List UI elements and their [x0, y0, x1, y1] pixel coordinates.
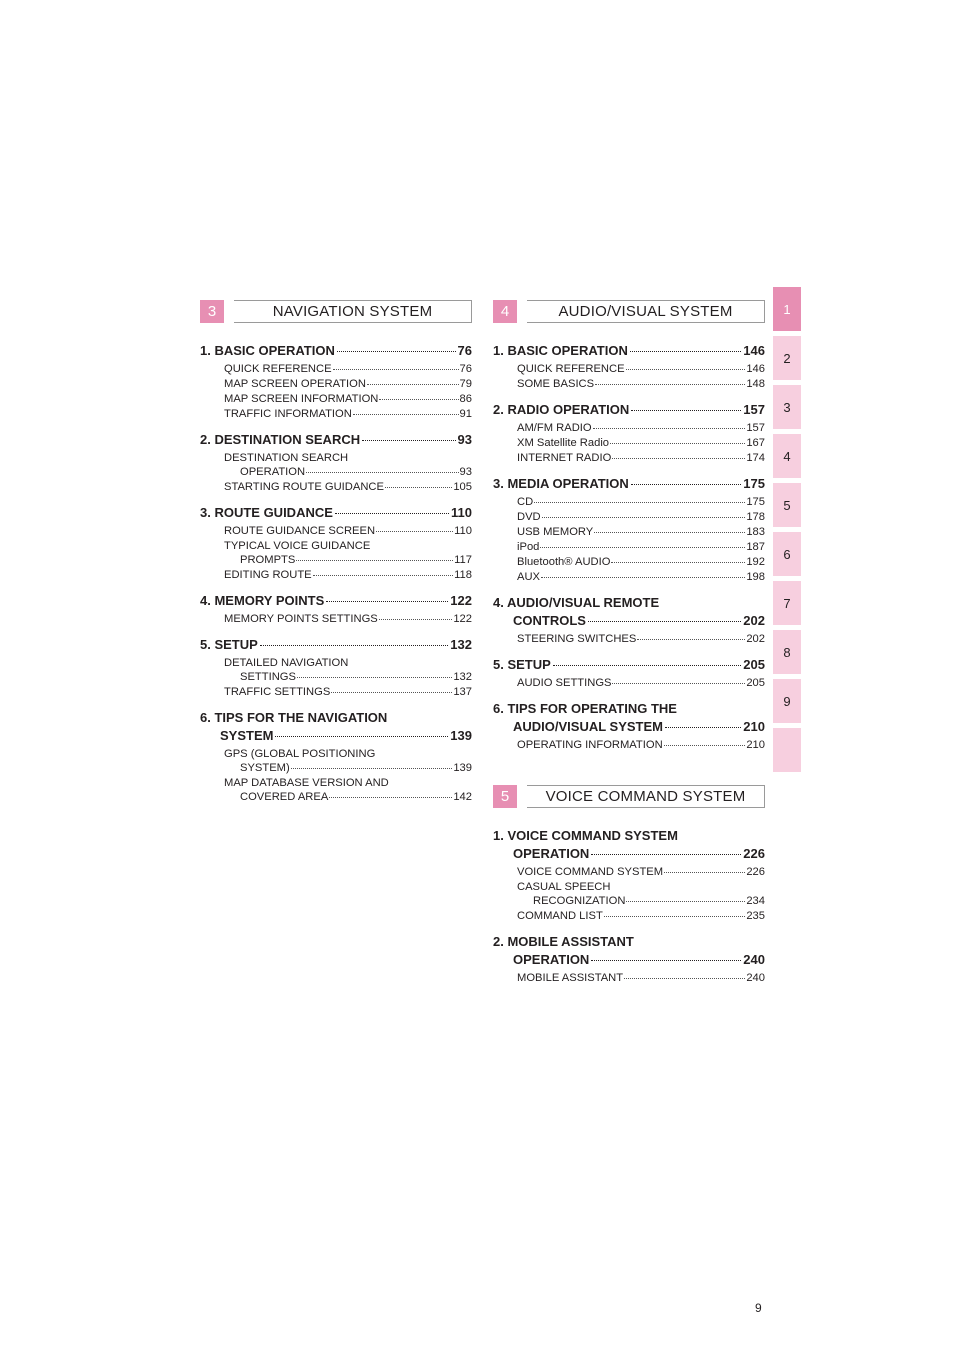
section-title: AUDIO/VISUAL SYSTEM — [527, 300, 765, 323]
dot-leader — [626, 901, 745, 902]
subsection-title-cont: SETTINGS — [240, 671, 296, 683]
subsection-title-cont: SYSTEM) — [240, 762, 290, 774]
subsection-title: CD — [517, 496, 534, 508]
page-ref: 110 — [451, 505, 472, 520]
subsection-title: QUICK REFERENCE — [517, 363, 625, 375]
dot-leader — [631, 484, 742, 485]
dot-leader — [591, 960, 741, 961]
page-ref: 137 — [453, 686, 472, 698]
dot-leader — [291, 768, 453, 769]
dot-leader — [260, 645, 449, 646]
section-number-badge: 3 — [200, 300, 224, 323]
dot-leader — [595, 384, 745, 385]
chapter-entry[interactable] — [200, 728, 472, 743]
page-number: 9 — [755, 1301, 762, 1315]
chapter-title: 1. BASIC OPERATION — [200, 343, 335, 358]
subsection-entry[interactable] — [493, 437, 765, 449]
dot-leader — [637, 639, 745, 640]
page-ref: 132 — [453, 671, 472, 683]
page-ref: 205 — [746, 677, 765, 689]
chapter-tabs — [773, 287, 801, 777]
subsection-list — [493, 739, 765, 751]
page-ref: 118 — [454, 569, 472, 581]
page-ref: 240 — [743, 952, 765, 967]
subsection-title[interactable]: MAP DATABASE VERSION AND — [224, 777, 389, 789]
subsection-entry[interactable] — [493, 511, 765, 523]
dot-leader — [297, 677, 452, 678]
dot-leader — [306, 472, 458, 473]
toc-section — [493, 300, 765, 751]
page-ref: 76 — [459, 363, 472, 375]
chapter-title-cont: OPERATION — [513, 846, 590, 861]
subsection-entry[interactable] — [200, 569, 472, 581]
page-ref: 198 — [746, 571, 765, 583]
page-ref: 210 — [743, 719, 765, 734]
subsection-title: AM/FM RADIO — [517, 422, 592, 434]
page-ref: 110 — [454, 525, 472, 537]
dot-leader — [353, 414, 459, 415]
dot-leader — [604, 916, 746, 917]
subsection-entry[interactable] — [200, 686, 472, 698]
chapter-tab[interactable]: 3 — [773, 385, 801, 429]
dot-leader — [534, 502, 745, 503]
chapter-tab[interactable]: 2 — [773, 336, 801, 380]
page-ref: 122 — [453, 613, 472, 625]
dot-leader — [329, 797, 452, 798]
chapter-entry[interactable] — [493, 613, 765, 628]
subsection-entry[interactable] — [493, 526, 765, 538]
subsection-title: Bluetooth® AUDIO — [517, 556, 611, 568]
dot-leader — [379, 399, 458, 400]
page-ref: 146 — [746, 363, 765, 375]
page-ref: 174 — [746, 452, 765, 464]
chapter-tab[interactable] — [773, 728, 801, 772]
dot-leader — [385, 487, 452, 488]
page-ref: 240 — [746, 972, 765, 984]
chapter-tab[interactable]: 4 — [773, 434, 801, 478]
section-header — [493, 300, 765, 323]
subsection-list — [200, 452, 472, 493]
dot-leader — [612, 683, 745, 684]
subsection-list — [200, 657, 472, 698]
subsection-title: MOBILE ASSISTANT — [517, 972, 624, 984]
subsection-entry[interactable] — [493, 363, 765, 375]
subsection-entry[interactable] — [493, 452, 765, 464]
dot-leader — [591, 854, 741, 855]
chapter-entry[interactable] — [200, 343, 472, 358]
subsection-entry[interactable] — [493, 556, 765, 568]
chapter-entry[interactable] — [200, 432, 472, 447]
subsection-list — [493, 866, 765, 922]
chapter-title: 2. DESTINATION SEARCH — [200, 432, 361, 447]
dot-leader — [611, 562, 745, 563]
dot-leader — [631, 410, 741, 411]
page-ref: 105 — [453, 481, 472, 493]
chapter-tab[interactable]: 6 — [773, 532, 801, 576]
subsection-title: DVD — [517, 511, 541, 523]
subsection-title[interactable]: DESTINATION SEARCH — [224, 452, 349, 464]
chapter-title: 5. SETUP — [200, 637, 258, 652]
subsection-list — [200, 525, 472, 581]
page-ref: 117 — [454, 554, 472, 566]
dot-leader — [626, 369, 746, 370]
page-ref: 122 — [450, 593, 472, 608]
subsection-list — [200, 748, 472, 803]
chapter-tab[interactable]: 1 — [773, 287, 801, 331]
chapter-title: 3. ROUTE GUIDANCE — [200, 505, 333, 520]
dot-leader — [331, 692, 452, 693]
chapter-title[interactable]: 6. TIPS FOR THE NAVIGATION — [200, 710, 388, 725]
subsection-entry[interactable] — [200, 671, 472, 683]
dot-leader — [337, 351, 456, 352]
dot-leader — [296, 560, 453, 561]
dot-leader — [540, 547, 745, 548]
subsection-entry[interactable] — [200, 613, 472, 625]
subsection-list — [493, 422, 765, 464]
subsection-entry[interactable] — [493, 633, 765, 645]
page-ref: 175 — [746, 496, 765, 508]
dot-leader — [379, 619, 453, 620]
page-ref: 93 — [457, 432, 472, 447]
dot-leader — [594, 532, 745, 533]
dot-leader — [630, 351, 741, 352]
dot-leader — [588, 621, 741, 622]
page-ref: 79 — [459, 378, 472, 390]
section-title: NAVIGATION SYSTEM — [234, 300, 472, 323]
subsection-title-cont: COVERED AREA — [240, 791, 329, 803]
subsection-list — [200, 613, 472, 625]
subsection-entry[interactable] — [493, 972, 765, 984]
dot-leader — [541, 577, 745, 578]
subsection-title-cont: RECOGNIZATION — [533, 895, 626, 907]
subsection-list — [493, 677, 765, 689]
subsection-entry[interactable] — [493, 677, 765, 689]
page-ref: 142 — [453, 791, 472, 803]
subsection-title-cont: PROMPTS — [240, 554, 296, 566]
toc-section — [493, 785, 765, 984]
subsection-title: COMMAND LIST — [517, 910, 603, 922]
subsection-entry[interactable] — [493, 866, 765, 878]
page-ref: 234 — [746, 895, 765, 907]
chapter-entry[interactable] — [493, 343, 765, 358]
subsection-entry[interactable] — [200, 378, 472, 390]
subsection-entry[interactable] — [493, 895, 765, 907]
page-ref: 202 — [746, 633, 765, 645]
chapter-entry[interactable] — [493, 952, 765, 967]
page-ref: 132 — [450, 637, 472, 652]
subsection-entry[interactable] — [200, 554, 472, 566]
page-ref: 175 — [743, 476, 765, 491]
subsection-list — [493, 972, 765, 984]
dot-leader — [367, 384, 459, 385]
subsection-entry[interactable] — [200, 791, 472, 803]
subsection-title: STEERING SWITCHES — [517, 633, 637, 645]
subsection-title[interactable]: CASUAL SPEECH — [517, 881, 611, 893]
subsection-title: USB MEMORY — [517, 526, 594, 538]
subsection-title: MAP SCREEN INFORMATION — [224, 393, 379, 405]
page-ref: 235 — [746, 910, 765, 922]
subsection-title: TRAFFIC INFORMATION — [224, 408, 352, 420]
chapter-entry[interactable] — [493, 719, 765, 734]
chapter-title-cont: AUDIO/VISUAL SYSTEM — [513, 719, 664, 734]
subsection-entry[interactable] — [493, 910, 765, 922]
subsection-entry[interactable] — [200, 393, 472, 405]
page-ref: 202 — [743, 613, 765, 628]
subsection-entry[interactable] — [200, 466, 472, 478]
chapter-entry[interactable] — [493, 846, 765, 861]
subsection-list — [200, 363, 472, 420]
page-ref: 91 — [459, 408, 472, 420]
subsection-title: SOME BASICS — [517, 378, 595, 390]
page-ref: 148 — [746, 378, 765, 390]
subsection-entry[interactable] — [200, 408, 472, 420]
subsection-entry[interactable] — [493, 378, 765, 390]
chapter-entry[interactable] — [200, 637, 472, 652]
subsection-title: AUX — [517, 571, 541, 583]
subsection-list — [493, 496, 765, 583]
chapter-title: 5. SETUP — [493, 657, 551, 672]
page-ref: 157 — [746, 422, 765, 434]
subsection-title: VOICE COMMAND SYSTEM — [517, 866, 664, 878]
subsection-title: TRAFFIC SETTINGS — [224, 686, 331, 698]
page-ref: 187 — [746, 541, 765, 553]
page-ref: 183 — [746, 526, 765, 538]
chapter-tab[interactable]: 5 — [773, 483, 801, 527]
subsection-entry[interactable] — [200, 481, 472, 493]
dot-leader — [313, 575, 454, 576]
subsection-entry[interactable] — [493, 422, 765, 434]
toc-section — [200, 300, 472, 803]
chapter-entry[interactable] — [493, 402, 765, 417]
subsection-title[interactable]: TYPICAL VOICE GUIDANCE — [224, 540, 371, 552]
subsection-title: STARTING ROUTE GUIDANCE — [224, 481, 384, 493]
chapter-title-cont: OPERATION — [513, 952, 590, 967]
chapter-title: 3. MEDIA OPERATION — [493, 476, 629, 491]
page-ref: 86 — [459, 393, 472, 405]
dot-leader — [553, 665, 742, 666]
page-ref: 139 — [450, 728, 472, 743]
dot-leader — [335, 513, 449, 514]
page-ref: 226 — [746, 866, 765, 878]
subsection-title: AUDIO SETTINGS — [517, 677, 612, 689]
dot-leader — [362, 440, 455, 441]
section-title: VOICE COMMAND SYSTEM — [527, 785, 765, 808]
page-ref: 76 — [457, 343, 472, 358]
page-ref: 178 — [746, 511, 765, 523]
subsection-title: MEMORY POINTS SETTINGS — [224, 613, 378, 625]
subsection-title: ROUTE GUIDANCE SCREEN — [224, 525, 376, 537]
chapter-title: 4. MEMORY POINTS — [200, 593, 325, 608]
subsection-entry[interactable] — [200, 762, 472, 774]
section-number-badge: 5 — [493, 785, 517, 808]
dot-leader — [593, 428, 746, 429]
right-column — [493, 300, 765, 984]
subsection-entry[interactable] — [493, 541, 765, 553]
subsection-entry[interactable] — [200, 525, 472, 537]
chapter-entry[interactable] — [493, 476, 765, 491]
chapter-entry[interactable] — [493, 657, 765, 672]
page-ref: 226 — [743, 846, 765, 861]
page-ref: 93 — [459, 466, 472, 478]
dot-leader — [333, 369, 459, 370]
page-ref: 192 — [746, 556, 765, 568]
subsection-title: QUICK REFERENCE — [224, 363, 332, 375]
subsection-list — [493, 633, 765, 645]
subsection-entry[interactable] — [200, 363, 472, 375]
subsection-title: iPod — [517, 541, 540, 553]
subsection-title: EDITING ROUTE — [224, 569, 312, 581]
section-header — [200, 300, 472, 323]
dot-leader — [376, 531, 453, 532]
dot-leader — [610, 443, 745, 444]
left-column — [200, 300, 472, 803]
chapter-entry[interactable] — [200, 593, 472, 608]
subsection-title: OPERATING INFORMATION — [517, 739, 663, 751]
dot-leader — [665, 727, 741, 728]
chapter-title[interactable]: 4. AUDIO/VISUAL REMOTE — [493, 595, 660, 610]
dot-leader — [542, 517, 746, 518]
section-number-badge: 4 — [493, 300, 517, 323]
chapter-tab[interactable]: 7 — [773, 581, 801, 625]
dot-leader — [664, 872, 745, 873]
subsection-entry[interactable] — [493, 739, 765, 751]
section-header — [493, 785, 765, 808]
chapter-tab[interactable]: 9 — [773, 679, 801, 723]
subsection-title[interactable]: GPS (GLOBAL POSITIONING — [224, 748, 376, 760]
dot-leader — [612, 458, 745, 459]
chapter-entry[interactable] — [200, 505, 472, 520]
subsection-entry[interactable] — [493, 571, 765, 583]
page-ref: 205 — [743, 657, 765, 672]
subsection-title[interactable]: DETAILED NAVIGATION — [224, 657, 349, 669]
dot-leader — [664, 745, 746, 746]
chapter-title[interactable]: 6. TIPS FOR OPERATING THE — [493, 701, 677, 716]
page-ref: 146 — [743, 343, 765, 358]
page-ref: 157 — [743, 402, 765, 417]
subsection-title: MAP SCREEN OPERATION — [224, 378, 366, 390]
chapter-title-cont: SYSTEM — [220, 728, 274, 743]
chapter-title: 1. BASIC OPERATION — [493, 343, 628, 358]
subsection-list — [493, 363, 765, 390]
subsection-title-cont: OPERATION — [240, 466, 306, 478]
page-ref: 139 — [453, 762, 472, 774]
chapter-title[interactable]: 1. VOICE COMMAND SYSTEM — [493, 828, 678, 843]
chapter-title[interactable]: 2. MOBILE ASSISTANT — [493, 934, 634, 949]
subsection-title: INTERNET RADIO — [517, 452, 612, 464]
chapter-title-cont: CONTROLS — [513, 613, 586, 628]
dot-leader — [275, 736, 448, 737]
chapter-tab[interactable]: 8 — [773, 630, 801, 674]
page-ref: 167 — [746, 437, 765, 449]
dot-leader — [326, 601, 448, 602]
chapter-title: 2. RADIO OPERATION — [493, 402, 630, 417]
dot-leader — [624, 978, 745, 979]
page-ref: 210 — [746, 739, 765, 751]
subsection-title: XM Satellite Radio — [517, 437, 610, 449]
subsection-entry[interactable] — [493, 496, 765, 508]
